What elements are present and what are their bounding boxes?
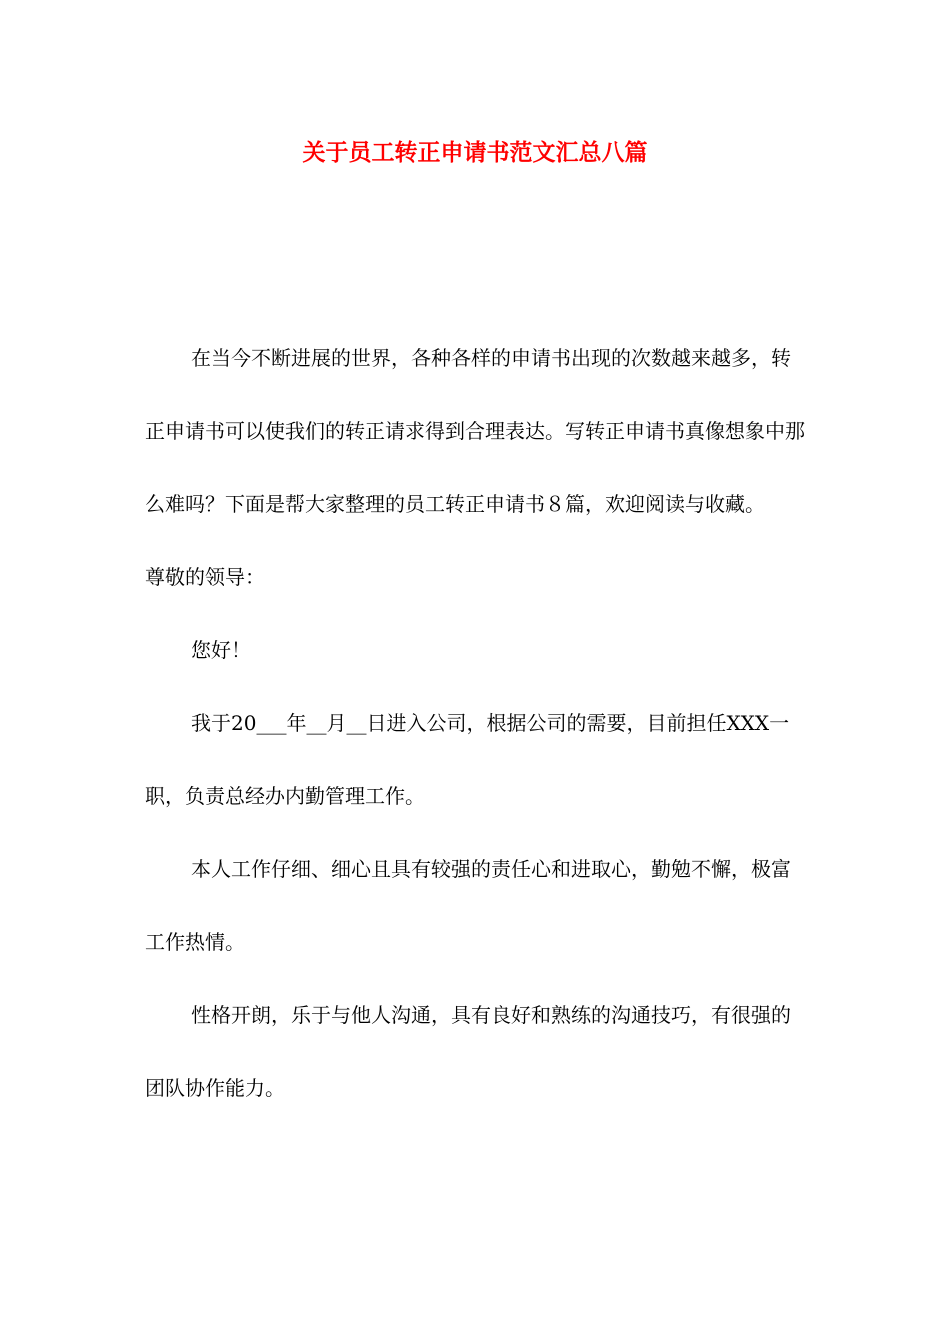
salutation: 尊敬的领导： [145, 565, 265, 589]
intro-paragraph: 在当今不断进展的世界，各种各样的申请书出现的次数越来越多，转正申请书可以使我们的转正请求得到合理表达。写转正申请书真像想象中那么难吗？下面是帮大家整理的员工转正申请书８篇，欢迎阅读与收藏。 [145, 346, 805, 516]
greeting: 您好！ [191, 638, 251, 662]
paragraph-personality: 性格开朗，乐于与他人沟通，具有良好和熟练的沟通技巧，有很强的团队协作能力。 [145, 1003, 791, 1100]
paragraph-join-date: 我于20___年__月__日进入公司，根据公司的需要，目前担任XXX一职，负责总经办内勤管理工作。 [145, 711, 790, 808]
document-body [145, 322, 810, 1125]
document-title: 关于员工转正申请书范文汇总八篇 [302, 139, 648, 166]
paragraph-work-attitude: 本人工作仔细、细心且具有较强的责任心和进取心，勤勉不懈，极富工作热情。 [145, 857, 791, 954]
